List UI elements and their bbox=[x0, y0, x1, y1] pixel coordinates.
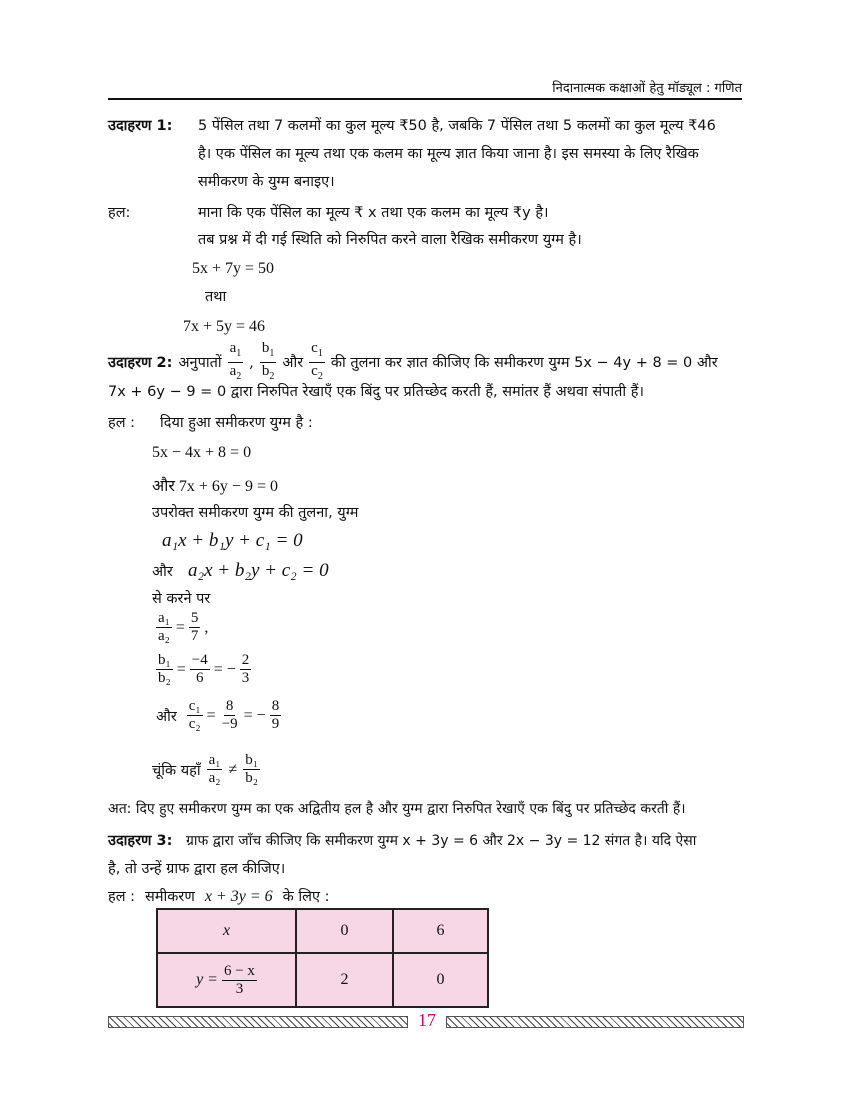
solution-line-1: माना कि एक पेंसिल का मूल्य ₹ x तथा एक कलम का मूल्य ₹y है। bbox=[198, 205, 549, 221]
example-1-label: उदाहरण 1: bbox=[108, 118, 173, 134]
ratio-2-value: $\frac{-4}{6}$ bbox=[191, 652, 208, 686]
ratio-1-lhs: $\frac{\text{a₁}}{\text{a₂}}$ bbox=[158, 610, 170, 644]
table-cell: y = $\frac{6 - x}{3}$ bbox=[157, 953, 296, 1007]
example-3-solution-equation: x + 3y = 6 bbox=[204, 888, 273, 905]
example-2-solution-label: हल : bbox=[108, 415, 136, 431]
since-ratio-a: $\frac{\text{a₁}}{\text{a₂}}$ bbox=[208, 752, 221, 786]
ratio-3-line: और $\frac{\text{c₁}}{\text{c₂}}$ = $\frac{8}{-9}$ = − $\frac{8}{9}$ bbox=[156, 698, 280, 732]
table-cell: 0 bbox=[296, 909, 393, 953]
equation-1: 5x + 7y = 50 bbox=[192, 260, 275, 277]
given-equation-1: 5x − 4x + 8 = 0 bbox=[152, 444, 252, 461]
example-3-solution-text: समीकरण bbox=[145, 889, 195, 905]
example-1-line-1: 5 पेंसिल तथा 7 कलमों का कुल मूल्य ₹50 है, जबकि 7 पेंसिल तथा 5 कलमों का कुल मूल्य ₹46 bbox=[198, 118, 716, 134]
solution-line-2: तब प्रश्न में दी गई स्थिति को निरुपित करने वाला रैखिक समीकरण युग्म है। bbox=[198, 232, 582, 248]
example-2-label: उदाहरण 2: bbox=[108, 354, 173, 371]
example-3-line-2: है, तो उन्हें ग्राफ द्वारा हल कीजिए। bbox=[108, 861, 286, 877]
ratio-b: $\frac{b_1}{b_2}$ bbox=[261, 340, 275, 382]
footer-band-left bbox=[108, 1016, 408, 1028]
since-ratio-b: $\frac{\text{b₁}}{\text{b₂}}$ bbox=[245, 752, 258, 786]
connector-tatha: तथा bbox=[205, 289, 227, 305]
ratio-c: $\frac{c_1}{c_2}$ bbox=[311, 340, 323, 382]
ratio-1-value: $\frac{5}{7}$ bbox=[190, 610, 199, 644]
ratio-and: और bbox=[282, 354, 304, 371]
general-equation-2: a₂x + b₂y + c₂ = 0 bbox=[188, 560, 329, 581]
comparison-text: उपरोक्त समीकरण युग्म की तुलना, युग्म bbox=[152, 505, 359, 521]
example-2-solution-intro: दिया हुआ समीकरण युग्म है : bbox=[160, 415, 313, 431]
table-cell: 2 bbox=[296, 953, 393, 1007]
equation-2: 7x + 5y = 46 bbox=[183, 318, 266, 335]
example-3-solution-label: हल : bbox=[108, 889, 136, 905]
example-2-intro: उदाहरण 2: अनुपातों $\frac{a_1}{a_2}$ , $\frac{b_1}{b_2}$ और $\frac{c_1}{c_2}$ की तुलना कर ज्ञात कीजिए कि समीकरण युग्म 5x − 4y + 8 = 0 और bbox=[108, 340, 718, 385]
header-title: निदानात्मक कक्षाओं हेतु मॉड्यूल : गणित bbox=[552, 81, 742, 96]
since-line: चूंकि यहाँ $\frac{\text{a₁}}{\text{a₂}}$ ≠ $\frac{\text{b₁}}{\text{b₂}}$ bbox=[152, 752, 258, 786]
ratio-1-line: $\frac{\text{a₁}}{\text{a₂}}$ = $\frac{5}{7}$ , bbox=[158, 610, 209, 644]
ratio-2-lhs: $\frac{\text{b₁}}{\text{b₂}}$ bbox=[158, 652, 171, 686]
table-row bbox=[157, 953, 488, 1007]
example-2-line-2: 7x + 6y − 9 = 0 द्वारा निरुपित रेखाएँ एक बिंदु पर प्रतिच्छेद करती हैं, समांतर हैं अथवा संपाती हैं। bbox=[108, 384, 644, 400]
example-3-line-1: ग्राफ द्वारा जाँच कीजिए कि समीकरण युग्म x + 3y = 6 और 2x − 3y = 12 संगत है। यदि ऐसा bbox=[186, 833, 697, 849]
ratio-intro: अनुपातों bbox=[178, 354, 222, 371]
example-2-line-1: की तुलना कर ज्ञात कीजिए कि समीकरण युग्म 5x − 4y + 8 = 0 और bbox=[330, 354, 718, 371]
running-header bbox=[552, 78, 742, 96]
page-number: 17 bbox=[418, 1010, 436, 1030]
example-3-label: उदाहरण 3: bbox=[108, 833, 173, 849]
ratio-3-lhs: $\frac{\text{c₁}}{\text{c₂}}$ bbox=[188, 698, 201, 732]
conclusion-text: अत: दिए हुए समीकरण युग्म का एक अद्वितीय हल है और युग्म द्वारा निरुपित रेखाएँ एक बिंदु पर प्रतिच्छेद करती हैं। bbox=[108, 801, 686, 817]
doing-so-text: से करने पर bbox=[152, 591, 211, 607]
general-and: और bbox=[152, 564, 173, 580]
ratio-2-line: $\frac{\text{b₁}}{\text{b₂}}$ = $\frac{-4}{6}$ = − $\frac{2}{3}$ bbox=[158, 652, 250, 686]
general-equation-1: a₁x + b₁y + c₁ = 0 bbox=[162, 530, 303, 551]
header-rule bbox=[108, 98, 742, 100]
table-cell: 0 bbox=[393, 953, 488, 1007]
values-table bbox=[156, 908, 489, 1008]
given-equation-2: और 7x + 6y − 9 = 0 bbox=[152, 478, 278, 495]
ratio-3-value: $\frac{8}{-9}$ bbox=[221, 698, 238, 732]
example-3-solution bbox=[108, 888, 329, 906]
solution-label: हल: bbox=[108, 205, 131, 221]
ratio-3-simplified: $\frac{8}{9}$ bbox=[271, 698, 280, 732]
table-cell: x bbox=[157, 909, 296, 953]
table-cell: 6 bbox=[393, 909, 488, 953]
ratio-2-simplified: $\frac{2}{3}$ bbox=[241, 652, 250, 686]
example-1-line-2: है। एक पेंसिल का मूल्य तथा एक कलम का मूल्य ज्ञात किया जाना है। इस समस्या के लिए रैखिक bbox=[198, 146, 699, 162]
table-row bbox=[157, 909, 488, 953]
example-3-solution-tail: के लिए : bbox=[282, 889, 330, 905]
footer-band-right bbox=[446, 1016, 744, 1028]
example-1-line-3: समीकरण के युग्म बनाइए। bbox=[198, 174, 335, 190]
ratio-a: $\frac{a_1}{a_2}$ bbox=[229, 340, 242, 382]
